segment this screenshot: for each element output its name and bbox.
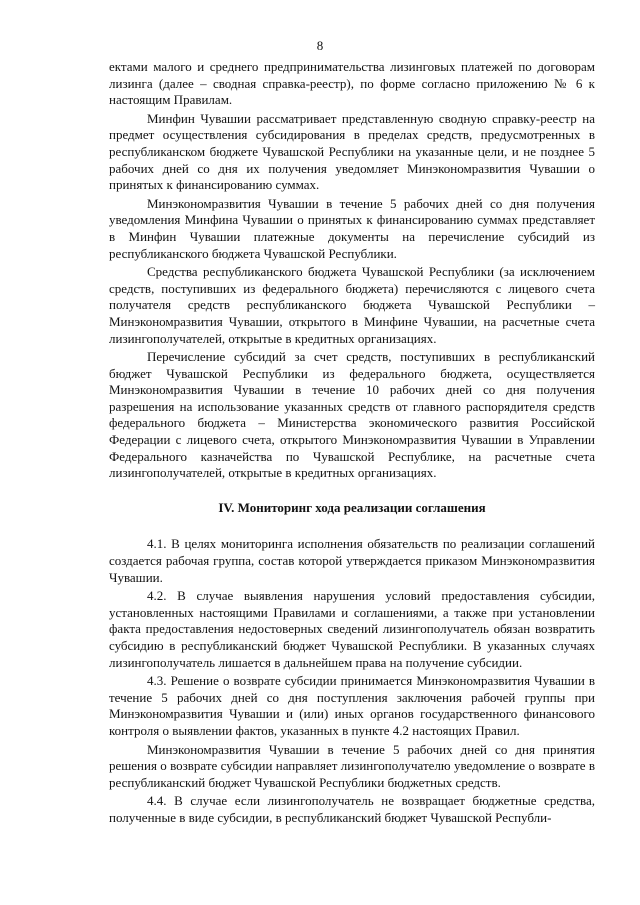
section-heading: IV. Мониторинг хода реализации соглашения [218, 499, 486, 515]
paragraph: Средства республиканского бюджета Чувашской Республики (за исключением средств, поступивших из федерального бюджета) перечисляются с лицевого счета получателя средств республиканского бюджета Чувашской Республики – Минэкономразвития Чувашии, открытого в Минфине Чувашии, на расчетные счета лизингополучателей, открытые в кредитных организациях. [109, 264, 595, 346]
page-number: 8 [316, 38, 324, 53]
paragraph: 4.2. В случае выявления нарушения условий предоставления субсидии, установленных настоящими Правилами и соглашениями, а также при установлении факта предоставления недостоверных сведений лизингополучатель обязан возвратить субсидию в республиканский бюджет Чувашской Республики. В указанных случаях лизингополучатель лишается в дальнейшем права на получение субсидии. [109, 588, 595, 670]
document-body [109, 59, 595, 827]
paragraph: Минэкономразвития Чувашии в течение 5 рабочих дней со дня принятия решения о возврате субсидии направляет лизингополучателю уведомление о возврате в республиканский бюджет Чувашской Республики бюджетных средств. [109, 741, 595, 790]
paragraph: 4.3. Решение о возврате субсидии принимается Минэкономразвития Чувашии в течение 5 рабочих дней со дня поступления заключения рабочей группы при Минэкономразвития Чувашии и (или) иных органов государственного финансового контроля о выявлении фактов, указанных в пункте 4.2 настоящих Правил. [109, 673, 595, 738]
paragraph: Минфин Чувашии рассматривает представленную сводную справку-реестр на предмет осуществления субсидирования в пределах средств, предусмотренных в республиканском бюджете Чувашской Республики на указанные цели, и не позднее 5 рабочих дней со дня их получения уведомляет Минэкономразвития Чувашии о принятых к финансированию суммах. [109, 110, 595, 193]
paragraph: 4.4. В случае если лизингополучатель не возвращает бюджетные средства, полученные в виде субсидии, в республиканский бюджет Чувашской Республи- [109, 793, 595, 825]
paragraph: ектами малого и среднего предпринимательства лизинговых платежей по договорам лизинга (далее – сводная справка-реестр), по форме согласно приложению № 6 к настоящим Правилам. [109, 59, 595, 108]
paragraph: Минэкономразвития Чувашии в течение 5 рабочих дней со дня получения уведомления Минфина Чувашии о принятых к финансированию суммах представляет в Минфин Чувашии платежные документы на перечисление субсидий из республиканского бюджета Чувашской Республики. [109, 195, 595, 261]
paragraph: 4.1. В целях мониторинга исполнения обязательств по реализации соглашений создается рабочая группа, состав которой утверждается приказом Минэкономразвития Чувашии. [109, 536, 595, 585]
paragraph: Перечисление субсидий за счет средств, поступивших в республиканский бюджет Чувашской Республики из федерального бюджета, осуществляется Минэкономразвития Чувашии в течение 10 рабочих дней со дня получения разрешения на использование указанных средств от главного распорядителя средств федерального бюджета – Министерства экономического развития Российской Федерации с лицевого счета, открытого Минэкономразвития Чувашии в Управлении Федерального казначейства по Чувашской Республике, на расчетные счета лизингополучателей, открытые в кредитных организациях. [109, 349, 595, 481]
